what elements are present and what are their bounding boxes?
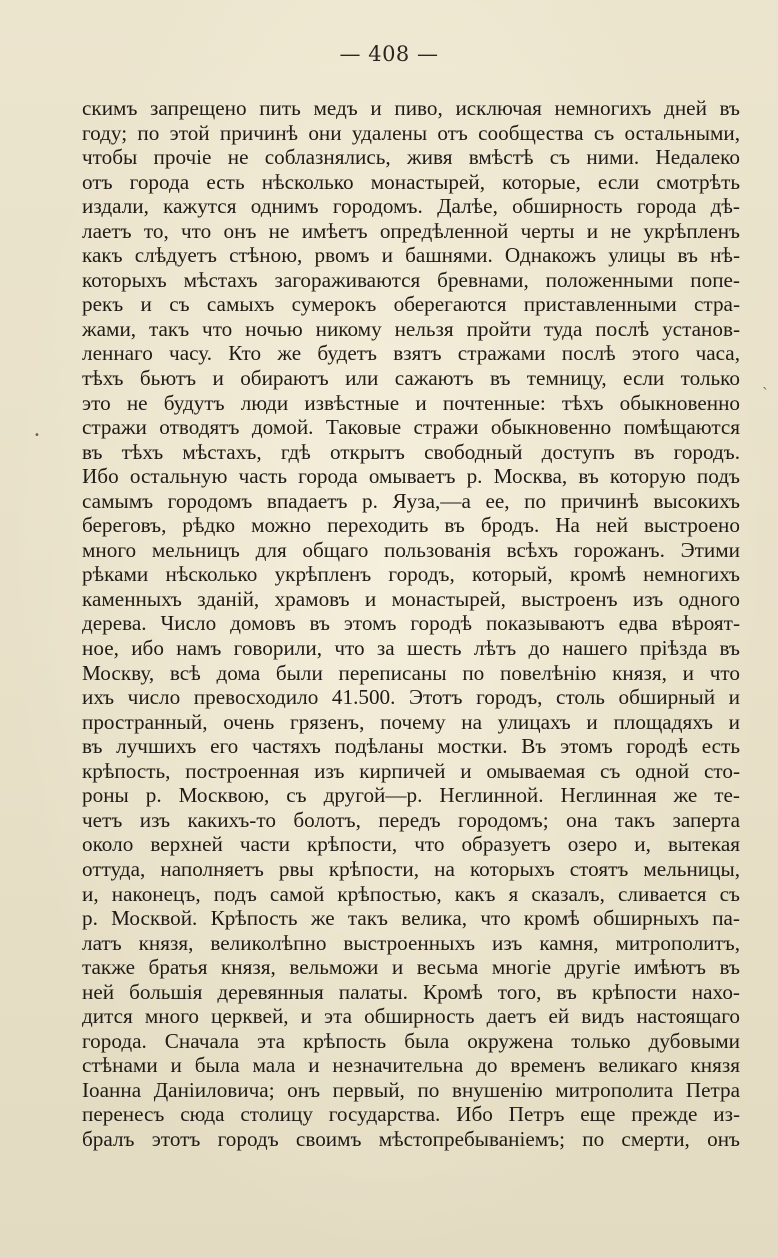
text-line: отъ города есть нѣсколько монастырей, которые, если смотрѣть — [82, 169, 740, 194]
page-number: — 408 — — [339, 42, 439, 66]
text-line: перенесъ сюда столицу государства. Ибо Петръ еще прежде из- — [82, 1102, 740, 1127]
text-line: ней большія деревянныя палаты. Кромѣ того, въ крѣпости нахо- — [82, 979, 740, 1004]
text-line: крѣпость, построенная изъ кирпичей и омываемая съ одной сто- — [82, 758, 740, 783]
text-line: Іоанна Даніиловича; онъ первый, по внушенію митрополита Петра — [82, 1077, 740, 1102]
text-line: около верхней части крѣпости, что образуетъ озеро и, вытекая — [82, 832, 740, 857]
text-line: дится много церквей, и эта обширность даетъ ей видъ настоящаго — [82, 1004, 740, 1029]
text-line: латъ князя, великолѣпно выстроенныхъ изъ камня, митрополитъ, — [82, 930, 740, 955]
margin-tick-mark: ˎ — [762, 374, 769, 390]
text-line: въ тѣхъ мѣстахъ, гдѣ открытъ свободный доступъ въ городъ. — [82, 439, 740, 464]
text-line: роны р. Москвою, съ другой—р. Неглинной. Неглинная же те- — [82, 783, 740, 808]
text-line: году; по этой причинѣ они удалены отъ сообщества съ остальными, — [82, 120, 740, 145]
text-line: ное, ибо намъ говорили, что за шесть лѣтъ до нашего пріѣзда въ — [82, 636, 740, 661]
text-line: бралъ этотъ городъ своимъ мѣстопребываніемъ; по смерти, онъ — [82, 1126, 740, 1151]
text-line: Москву, всѣ дома были переписаны по повелѣнію князя, и что — [82, 660, 740, 685]
text-line: это не будутъ люди извѣстные и почтенные: тѣхъ обыкновенно — [82, 390, 740, 415]
margin-dot-mark: • — [34, 430, 40, 441]
text-line: много мельницъ для общаго пользованія всѣхъ горожанъ. Этими — [82, 537, 740, 562]
text-line: леннаго часу. Кто же будетъ взятъ стражами послѣ этого часа, — [82, 341, 740, 366]
text-line: четъ изъ какихъ-то болотъ, передъ городомъ; она такъ заперта — [82, 807, 740, 832]
text-line: рѣками нѣсколько укрѣпленъ городъ, который, кромѣ немногихъ — [82, 562, 740, 587]
text-line: издали, кажутся однимъ городомъ. Далѣе, обширность города дѣ- — [82, 194, 740, 219]
text-line: чтобы прочіе не соблазнялись, живя вмѣстѣ съ ними. Недалеко — [82, 145, 740, 170]
text-line: также братья князя, вельможи и весьма многіе другіе имѣютъ въ — [82, 955, 740, 980]
text-line: города. Сначала эта крѣпость была окружена только дубовыми — [82, 1028, 740, 1053]
text-line: въ лучшихъ его частяхъ подѣланы мостки. Въ этомъ городѣ есть — [82, 734, 740, 759]
text-line: тѣхъ бьютъ и обираютъ или сажаютъ въ темницу, если только — [82, 366, 740, 391]
text-line: какъ слѣдуетъ стѣною, рвомъ и башнями. Однакожъ улицы въ нѣ- — [82, 243, 740, 268]
text-line: скимъ запрещено пить медъ и пиво, исключая немногихъ дней въ — [82, 96, 740, 120]
text-line: жами, такъ что ночью никому нельзя пройти туда послѣ установ- — [82, 316, 740, 341]
text-line: дерева. Число домовъ въ этомъ городѣ показываютъ едва вѣроят- — [82, 611, 740, 636]
text-line: которыхъ мѣстахъ загораживаются бревнами, положенными попе- — [82, 267, 740, 292]
text-line: рекъ и съ самыхъ сумерокъ оберегаются приставленными стра- — [82, 292, 740, 317]
text-line: каменныхъ зданій, храмовъ и монастырей, выстроенъ изъ одного — [82, 586, 740, 611]
text-line: р. Москвой. Крѣпость же такъ велика, что кромѣ обширныхъ па- — [82, 906, 740, 931]
text-line: и, наконецъ, подъ самой крѣпостью, какъ я сказалъ, сливается съ — [82, 881, 740, 906]
text-line: лаетъ то, что онъ не имѣетъ опредѣленной черты и не укрѣпленъ — [82, 218, 740, 243]
text-line: самымъ городомъ впадаетъ р. Яуза,—а ее, по причинѣ высокихъ — [82, 488, 740, 513]
text-line: береговъ, рѣдко можно переходить въ бродъ. На ней выстроено — [82, 513, 740, 538]
text-line: стражи отводятъ домой. Таковые стражи обыкновенно помѣщаются — [82, 415, 740, 440]
text-line: пространный, очень грязенъ, почему на улицахъ и площадяхъ и — [82, 709, 740, 734]
text-line: ихъ число превосходило 41.500. Этотъ городъ, столь обширный и — [82, 685, 740, 710]
text-line: оттуда, наполняетъ рвы крѣпости, на которыхъ стоятъ мельницы, — [82, 856, 740, 881]
text-line: стѣнами и была мала и незначительна до временъ великаго князя — [82, 1053, 740, 1078]
text-line: Ибо остальную часть города омываетъ р. Москва, въ которую подъ — [82, 464, 740, 489]
body-text — [82, 96, 740, 1152]
